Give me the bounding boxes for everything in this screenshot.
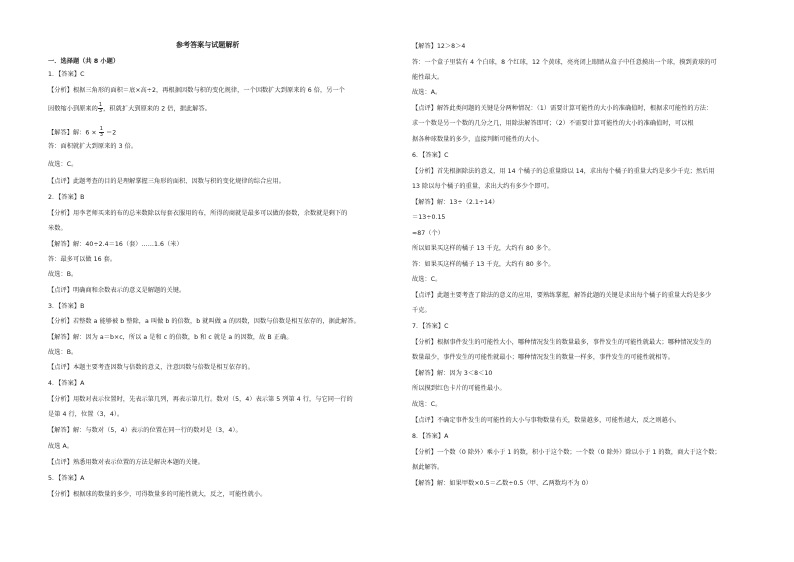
q5-solution: 【解答】12＞8＞4 — [412, 43, 466, 50]
q1-solution: 【解答】解：6 × $\frac{1}{3}$ ＝2 — [48, 126, 117, 138]
q4-choice: 故选 A。 — [48, 443, 74, 450]
q5-comment-cont: 求一个数是另一个数的几分之几，用除法解答即可；（2）不需要计算可能性的大小的准确值时，可以根 — [412, 120, 694, 127]
page-title: 参考答案与试题解析 — [176, 41, 240, 49]
q5-choice: 故选：A。 — [412, 89, 442, 96]
q2-analysis: 【分析】用李老师买来的布的总米数除以每套衣服用的布，所得的商就是最多可以做的套数，余数就是剩下的 — [48, 210, 348, 217]
q6-step-1: ＝13÷0.15 — [412, 214, 446, 221]
q6-choice: 故选：C。 — [412, 276, 442, 283]
q8-solution: 【解答】解：如果甲数×0.5＝乙数÷0.5（甲、乙两数均不为 0） — [412, 480, 592, 487]
q7-note: 所以摸到红色卡片的可能性最小。 — [412, 385, 506, 392]
q6-analysis: 【分析】首先根据除法的意义，用 14 个橘子的总重量除以 14，求出每个橘子的重量大约是多少千克；然后用 — [412, 168, 715, 175]
q7-solution: 【解答】解：因为 3＜8＜10 — [412, 370, 493, 377]
q2-answer: 2．【答案】B — [48, 194, 85, 201]
q3-comment: 【点评】本题主要考查因数与倍数的意义，注意因数与倍数是相互依存的。 — [48, 364, 254, 371]
q1-comment: 【点评】此题考查的目的是理解掌握三角形的面积、因数与积的变化规律的综合应用。 — [48, 178, 286, 185]
q2-solution: 【解答】解：40÷2.4＝16（套）……1.6（米） — [48, 241, 183, 248]
q1-choice: 故选：C。 — [48, 161, 78, 168]
q5-comment-end: 据各种球数量的多少，直接判断可能性的大小。 — [412, 136, 543, 143]
q6-note: 所以如果买这样的橘子 13 千克，大约有 80 多个。 — [412, 245, 555, 252]
q2-reply: 答：最多可以做 16 套。 — [48, 256, 117, 263]
q6-comment: 【点评】此题主要考查了除法的意义的应用，要熟练掌握，解答此题的关键是求出每个橘子的重量大约是多少 — [412, 292, 712, 299]
q7-choice: 故选：C。 — [412, 401, 442, 408]
q7-analysis: 【分析】根据事件发生的可能性大小，哪种情况发生的数量最多，事件发生的可能性就最大；哪种情况发生的 — [412, 339, 712, 346]
q6-step-2: ≈87（个） — [412, 230, 444, 237]
q1-analysis-cont: 因数缩小到原来的 $\frac{1}{3}$ ，积就扩大到原来的 2 倍，据此解答。 — [48, 102, 211, 114]
q7-comment: 【点评】不确定事件发生的可能性的大小与事物数量有关，数量越多，可能性越大，反之则越小。 — [412, 417, 681, 424]
q5-analysis: 【分析】根据球的数量的多少，可得数量多的可能性就大，反之，可能性就小。 — [48, 491, 267, 498]
q3-analysis: 【分析】若整数 a 能够被 b 整除，a 叫做 b 的倍数，b 就叫做 a 的因数，因数与倍数是相互依存的，据此解答。 — [48, 318, 360, 325]
q4-answer: 4．【答案】A — [48, 380, 85, 387]
q4-analysis-cont: 是第 4 行，位置（3，4）。 — [48, 411, 124, 418]
q4-analysis: 【分析】用数对表示位置时，先表示第几列，再表示第几行。数对（5，4）表示第 5 列第 4 行，与它同一行的 — [48, 396, 353, 403]
q5-reply: 答：一个盒子里装有 4 个白球，8 个红球，12 个黄球，亮亮闭上眼睛从盒子中任意摸出一个球，摸到黄球的可 — [412, 59, 717, 66]
q7-analysis-cont: 数量最少，事件发生的可能性就最小；哪种情况发生的数量一样多，事件发生的可能性就相等。 — [412, 354, 674, 361]
q1-analysis: 【分析】根据三角形的面积＝底×高÷2，再根据因数与积的变化规律，一个因数扩大到原来的 6 倍，另一个 — [48, 87, 345, 94]
q8-answer: 8．【答案】A — [412, 433, 449, 440]
fraction-one-third: $\frac{1}{3}$ — [98, 102, 103, 114]
q1-answer: 1．【答案】C — [48, 71, 85, 78]
q6-solution: 【解答】解：13÷（2.1÷14） — [412, 199, 499, 206]
q4-solution: 【解答】解：与数对（5，4）表示的位置在同一行的数对是（3，4）。 — [48, 427, 242, 434]
q6-answer: 6．【答案】C — [412, 152, 449, 159]
q2-choice: 故选：B。 — [48, 271, 78, 278]
q2-analysis-cont: 米数。 — [48, 225, 67, 232]
q8-analysis-cont: 据此解答。 — [412, 464, 444, 471]
q5-answer: 5．【答案】A — [48, 475, 85, 482]
q2-comment: 【点评】明确商和余数表示的意义是解题的关键。 — [48, 287, 186, 294]
section-heading: 一．选择题（共 8 小题） — [48, 58, 120, 65]
q4-comment: 【点评】熟悉用数对表示位置的方法是解决本题的关键。 — [48, 459, 204, 466]
q6-analysis-cont: 13 除以每个橘子的重量，求出大约有多少个即可。 — [412, 183, 553, 190]
q5-reply-cont: 能性最大。 — [412, 74, 444, 81]
q8-analysis: 【分析】一个数（0 除外）乘小于 1 的数，积小于这个数；一个数（0 除外）除以小于 1 的数，商大于这个数； — [412, 449, 721, 456]
q6-reply: 答：如果买这样的橘子 13 千克，大约有 80 多个。 — [412, 261, 555, 268]
q7-answer: 7．【答案】C — [412, 323, 449, 330]
q5-comment: 【点评】解答此类问题的关键是分两种情况：（1）需要计算可能性的大小的准确值时，根据求可能性的方法： — [412, 105, 713, 112]
q3-answer: 3．【答案】B — [48, 303, 85, 310]
q6-comment-cont: 千克。 — [412, 307, 431, 314]
q3-solution: 【解答】解：因为 a＝b×c，所以 a 是和 c 的倍数，b 和 c 就是 a 的因数，故 B 正确。 — [48, 334, 293, 341]
q1-reply: 答：面积就扩大到原来的 3 倍。 — [48, 143, 138, 150]
q3-choice: 故选：B。 — [48, 349, 78, 356]
fraction-one-third: $\frac{1}{3}$ — [99, 126, 103, 138]
